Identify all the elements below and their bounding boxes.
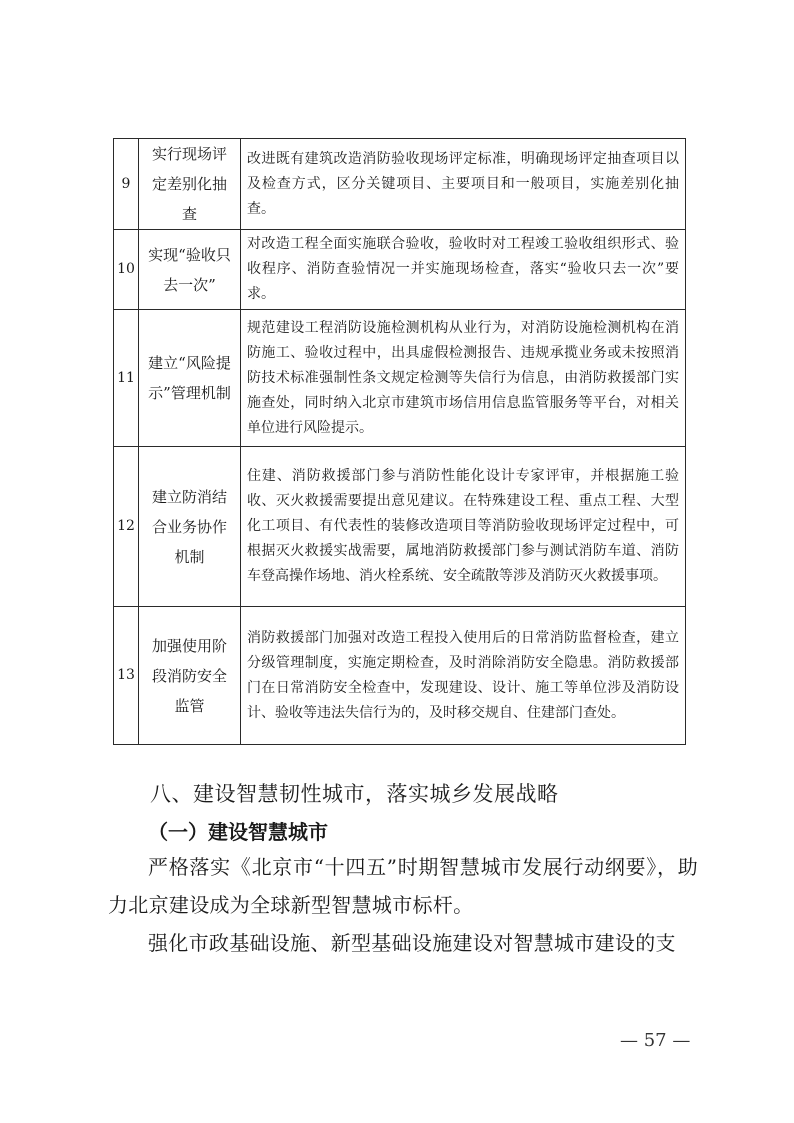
row-number: 10 bbox=[114, 230, 139, 310]
page-number: — 57 — bbox=[620, 1030, 691, 1051]
subsection-heading: （一）建设智慧城市 bbox=[148, 820, 328, 844]
row-number: 9 bbox=[114, 139, 139, 230]
measure-description: 住建、消防救援部门参与消防性能化设计专家评审，并根据施工验收、灭火救援需要提出意见建议。在特殊建设工程、重点工程、大型化工项目、有代表性的装修改造项目等消防验收现场评定过程中，可根据灭火救援实战需要，属地消防救援部门参与测试消防车道、消防车登高操作场地、消火栓系统、安全疏散等涉及消防灭火救援事项。 bbox=[241, 447, 686, 607]
row-number: 13 bbox=[114, 607, 139, 745]
table-row bbox=[114, 139, 686, 230]
table-row bbox=[114, 310, 686, 447]
body-paragraph: 强化市政基础设施、新型基础设施建设对智慧城市建设的支 bbox=[148, 931, 676, 955]
table-row bbox=[114, 447, 686, 607]
measure-description: 规范建设工程消防设施检测机构从业行为，对消防设施检测机构在消防施工、验收过程中，出具虚假检测报告、违规承揽业务或未按照消防技术标准强制性条文规定检测等失信行为信息，由消防救援部门实施查处，同时纳入北京市建筑市场信用信息监管服务等平台，对相关单位进行风险提示。 bbox=[241, 310, 686, 447]
row-number: 12 bbox=[114, 447, 139, 607]
measures-table bbox=[113, 138, 686, 745]
measure-name: 实现“验收只去一次” bbox=[139, 230, 241, 310]
measure-description: 对改造工程全面实施联合验收，验收时对工程竣工验收组织形式、验收程序、消防查验情况一并实施现场检查，落实“验收只去一次”要求。 bbox=[241, 230, 686, 310]
table-row bbox=[114, 607, 686, 745]
measure-name: 加强使用阶段消防安全监管 bbox=[139, 607, 241, 745]
section-heading: 八、建设智慧韧性城市，落实城乡发展战略 bbox=[150, 782, 559, 806]
measure-description: 消防救援部门加强对改造工程投入使用后的日常消防监督检查，建立分级管理制度，实施定期检查，及时消除消防安全隐患。消防救援部门在日常消防安全检查中，发现建设、设计、施工等单位涉及消防设计、验收等违法失信行为的，及时移交规自、住建部门查处。 bbox=[241, 607, 686, 745]
measure-name: 建立防消结合业务协作机制 bbox=[139, 447, 241, 607]
measure-name: 实行现场评定差别化抽查 bbox=[139, 139, 241, 230]
measure-name: 建立“风险提示”管理机制 bbox=[139, 310, 241, 447]
body-paragraph: 严格落实《北京市“十四五”时期智慧城市发展行动纲要》，助力北京建设成为全球新型智慧城市标杆。 bbox=[108, 855, 698, 917]
row-number: 11 bbox=[114, 310, 139, 447]
measure-description: 改进既有建筑改造消防验收现场评定标准，明确现场评定抽查项目以及检查方式，区分关键项目、主要项目和一般项目，实施差别化抽查。 bbox=[241, 139, 686, 230]
table-row bbox=[114, 230, 686, 310]
